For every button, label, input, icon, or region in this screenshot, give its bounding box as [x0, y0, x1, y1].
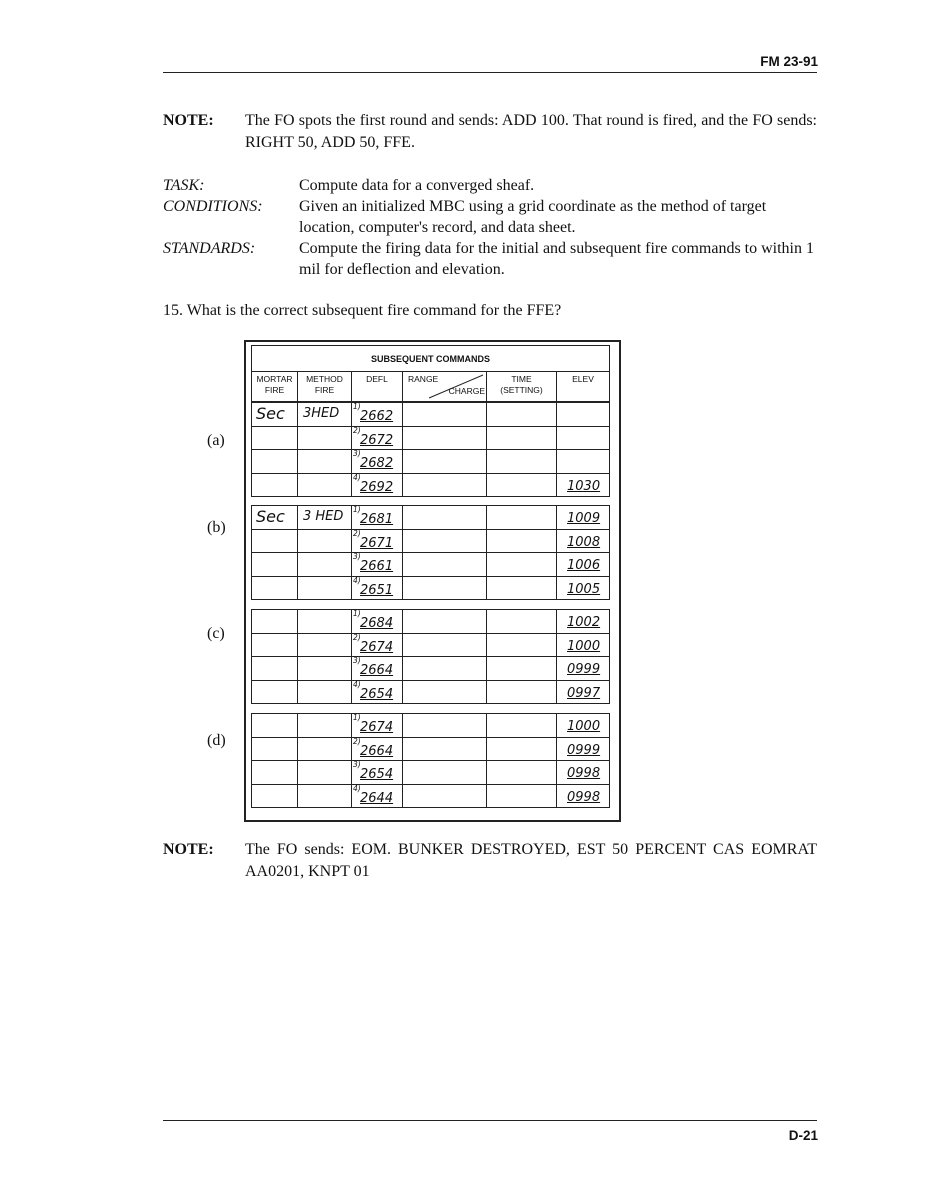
method-fire-cell — [298, 761, 352, 785]
mortar-fire-value: Sec — [256, 507, 285, 526]
table-row — [252, 403, 610, 427]
mortar-fire-cell — [252, 403, 298, 427]
round-number: 4) — [353, 473, 361, 482]
note-1 — [163, 110, 817, 154]
range-charge-cell — [403, 553, 487, 577]
table-row — [252, 761, 610, 785]
elev-value: 1006 — [567, 558, 601, 573]
col-header-mortar-line2: FIRE — [264, 385, 285, 395]
round-number: 1) — [353, 713, 361, 722]
footer-rule — [163, 1120, 817, 1121]
defl-value: 2644 — [360, 790, 394, 806]
mortar-fire-cell — [252, 784, 298, 808]
range-charge-cell — [403, 784, 487, 808]
time-setting-cell — [487, 761, 557, 785]
task-text: Compute data for a converged sheaf. — [299, 177, 535, 194]
elev-cell — [557, 714, 610, 738]
col-header-method-fire — [298, 372, 352, 402]
elev-cell — [557, 553, 610, 577]
mortar-fire-cell — [252, 529, 298, 553]
mortar-fire-cell — [252, 737, 298, 761]
method-fire-cell — [298, 610, 352, 634]
mortar-fire-cell — [252, 473, 298, 497]
round-number: 4) — [353, 576, 361, 585]
mortar-fire-cell — [252, 633, 298, 657]
form-header-table — [251, 345, 610, 402]
range-charge-cell — [403, 529, 487, 553]
table-row — [252, 610, 610, 634]
table-row — [252, 553, 610, 577]
table-row — [252, 426, 610, 450]
elev-value: 0998 — [567, 789, 601, 805]
col-header-defl: DEFL — [352, 372, 403, 402]
table-row — [252, 784, 610, 808]
defl-value: 2681 — [360, 512, 394, 527]
elev-value: 1000 — [567, 719, 601, 734]
table-row — [252, 657, 610, 681]
conditions-label: CONDITIONS: — [163, 198, 263, 215]
table-row — [252, 680, 610, 704]
defl-cell — [352, 633, 403, 657]
option-c-table[interactable] — [251, 609, 610, 704]
col-header-time-line2: (SETTING) — [500, 385, 543, 395]
time-setting-cell — [487, 426, 557, 450]
range-charge-cell — [403, 610, 487, 634]
option-letter-a[interactable]: (a) — [207, 432, 225, 449]
mortar-fire-cell — [252, 680, 298, 704]
table-row — [252, 576, 610, 600]
elev-value: 1030 — [567, 478, 601, 494]
form-title: SUBSEQUENT COMMANDS — [252, 346, 610, 372]
range-charge-cell — [403, 737, 487, 761]
note-2 — [163, 839, 817, 883]
elev-cell — [557, 576, 610, 600]
method-fire-cell — [298, 426, 352, 450]
table-row — [252, 450, 610, 474]
standards-label: STANDARDS: — [163, 240, 256, 257]
range-charge-cell — [403, 426, 487, 450]
elev-value: 1008 — [567, 534, 601, 550]
defl-value: 2654 — [360, 767, 394, 782]
elev-value: 0999 — [567, 662, 601, 677]
table-row — [252, 737, 610, 761]
mortar-fire-cell — [252, 714, 298, 738]
round-number: 3) — [353, 552, 361, 561]
option-letter-d[interactable]: (d) — [207, 732, 226, 749]
defl-value: 2672 — [360, 432, 394, 448]
round-number: 1) — [353, 402, 361, 411]
col-header-elev: ELEV — [557, 372, 610, 402]
table-row — [252, 529, 610, 553]
elev-cell — [557, 450, 610, 474]
defl-value: 2664 — [360, 743, 394, 759]
range-charge-cell — [403, 657, 487, 681]
page-number: D-21 — [788, 1128, 818, 1143]
option-b-table[interactable] — [251, 505, 610, 600]
defl-cell — [352, 473, 403, 497]
defl-value: 2654 — [360, 686, 394, 702]
range-charge-cell — [403, 576, 487, 600]
round-number: 3) — [353, 656, 361, 665]
defl-cell — [352, 529, 403, 553]
standards-text: Compute the firing data for the initial and subsequent fire commands to within 1 mil for deflection and elevation. — [299, 240, 814, 278]
defl-value: 2684 — [360, 616, 394, 631]
col-header-time-line1: TIME — [511, 374, 532, 384]
defl-cell — [352, 450, 403, 474]
col-header-time-setting — [487, 372, 557, 402]
note-2-label: NOTE: — [163, 841, 214, 858]
time-setting-cell — [487, 737, 557, 761]
defl-value: 2661 — [360, 559, 394, 574]
range-charge-cell — [403, 680, 487, 704]
elev-value: 0997 — [567, 685, 601, 701]
col-header-mortar-fire — [252, 372, 298, 402]
round-number: 1) — [353, 609, 361, 618]
defl-cell — [352, 403, 403, 427]
option-letter-c[interactable]: (c) — [207, 625, 225, 642]
defl-value: 2674 — [360, 639, 394, 655]
mortar-fire-cell — [252, 657, 298, 681]
round-number: 4) — [353, 680, 361, 689]
col-header-method-line2: FIRE — [314, 385, 335, 395]
time-setting-cell — [487, 714, 557, 738]
defl-cell — [352, 506, 403, 530]
round-number: 2) — [353, 633, 361, 642]
col-header-range: RANGE — [408, 374, 439, 384]
question-text: 15. What is the correct subsequent fire command for the FFE? — [163, 302, 562, 319]
mortar-fire-cell — [252, 450, 298, 474]
elev-cell — [557, 426, 610, 450]
time-setting-cell — [487, 576, 557, 600]
time-setting-cell — [487, 506, 557, 530]
time-setting-cell — [487, 473, 557, 497]
time-setting-cell — [487, 553, 557, 577]
elev-cell — [557, 633, 610, 657]
time-setting-cell — [487, 633, 557, 657]
defl-value: 2692 — [360, 479, 394, 495]
method-fire-cell — [298, 680, 352, 704]
mortar-fire-cell — [252, 610, 298, 634]
elev-cell — [557, 610, 610, 634]
defl-cell — [352, 784, 403, 808]
method-fire-cell — [298, 529, 352, 553]
defl-cell — [352, 553, 403, 577]
time-setting-cell — [487, 657, 557, 681]
defl-value: 2671 — [360, 535, 394, 551]
elev-cell — [557, 506, 610, 530]
col-header-method-line1: METHOD — [306, 374, 343, 384]
elev-cell — [557, 657, 610, 681]
header-rule — [163, 72, 817, 73]
elev-cell — [557, 737, 610, 761]
round-number: 4) — [353, 784, 361, 793]
document-code: FM 23-91 — [760, 54, 818, 69]
conditions-text: Given an initialized MBC using a grid coordinate as the method of target location, computer's record, and data sheet. — [299, 198, 767, 236]
defl-cell — [352, 426, 403, 450]
round-number: 2) — [353, 529, 361, 538]
round-number: 1) — [353, 505, 361, 514]
note-1-label: NOTE: — [163, 112, 214, 129]
method-fire-cell — [298, 553, 352, 577]
defl-value: 2664 — [360, 663, 394, 678]
col-header-charge: CHARGE — [448, 386, 485, 396]
range-charge-cell — [403, 761, 487, 785]
elev-value: 1009 — [567, 511, 601, 526]
method-fire-cell — [298, 450, 352, 474]
method-fire-cell — [298, 714, 352, 738]
defl-cell — [352, 737, 403, 761]
table-row — [252, 506, 610, 530]
time-setting-cell — [487, 784, 557, 808]
elev-value: 0998 — [567, 766, 601, 781]
table-row — [252, 633, 610, 657]
range-charge-cell — [403, 506, 487, 530]
option-d-table[interactable] — [251, 713, 610, 808]
note-1-text: The FO spots the first round and sends: ADD 100. That round is fired, and the FO sends: RIGHT 50, ADD 50, FFE. — [245, 112, 817, 151]
method-fire-cell — [298, 737, 352, 761]
option-letter-b[interactable]: (b) — [207, 519, 226, 536]
defl-cell — [352, 610, 403, 634]
time-setting-cell — [487, 450, 557, 474]
defl-cell — [352, 680, 403, 704]
mortar-fire-cell — [252, 426, 298, 450]
range-charge-cell — [403, 633, 487, 657]
defl-value: 2662 — [360, 409, 394, 424]
range-charge-cell — [403, 714, 487, 738]
table-row — [252, 714, 610, 738]
round-number: 2) — [353, 426, 361, 435]
col-header-range-charge — [403, 372, 487, 402]
elev-cell — [557, 680, 610, 704]
elev-value: 0999 — [567, 742, 601, 758]
round-number: 2) — [353, 737, 361, 746]
defl-cell — [352, 657, 403, 681]
range-charge-cell — [403, 403, 487, 427]
elev-value: 1000 — [567, 638, 601, 654]
task-label: TASK: — [163, 177, 205, 194]
range-charge-cell — [403, 450, 487, 474]
note-2-text: The FO sends: EOM. BUNKER DESTROYED, EST 50 PERCENT CAS EOMRAT AA0201, KNPT 01 — [245, 841, 817, 880]
defl-value: 2674 — [360, 720, 394, 735]
mortar-fire-cell — [252, 576, 298, 600]
elev-cell — [557, 473, 610, 497]
round-number: 3) — [353, 760, 361, 769]
method-fire-value: 3 HED — [303, 509, 344, 524]
time-setting-cell — [487, 529, 557, 553]
mortar-fire-cell — [252, 506, 298, 530]
method-fire-cell — [298, 576, 352, 600]
method-fire-cell — [298, 657, 352, 681]
mortar-fire-value: Sec — [256, 404, 285, 423]
defl-cell — [352, 714, 403, 738]
elev-value: 1005 — [567, 581, 601, 597]
defl-value: 2682 — [360, 456, 394, 471]
elev-cell — [557, 784, 610, 808]
mortar-fire-cell — [252, 553, 298, 577]
range-charge-cell — [403, 473, 487, 497]
time-setting-cell — [487, 680, 557, 704]
defl-cell — [352, 761, 403, 785]
method-fire-cell — [298, 784, 352, 808]
method-fire-cell — [298, 633, 352, 657]
time-setting-cell — [487, 403, 557, 427]
method-fire-cell — [298, 506, 352, 530]
method-fire-cell — [298, 473, 352, 497]
elev-value: 1002 — [567, 615, 601, 630]
option-a-table[interactable] — [251, 402, 610, 497]
col-header-mortar-line1: MORTAR — [256, 374, 293, 384]
method-fire-cell — [298, 403, 352, 427]
round-number: 3) — [353, 449, 361, 458]
defl-value: 2651 — [360, 582, 394, 598]
defl-cell — [352, 576, 403, 600]
elev-cell — [557, 761, 610, 785]
table-row — [252, 473, 610, 497]
elev-cell — [557, 403, 610, 427]
task-conditions-standards — [163, 175, 817, 280]
method-fire-value: 3HED — [303, 406, 340, 421]
time-setting-cell — [487, 610, 557, 634]
elev-cell — [557, 529, 610, 553]
mortar-fire-cell — [252, 761, 298, 785]
